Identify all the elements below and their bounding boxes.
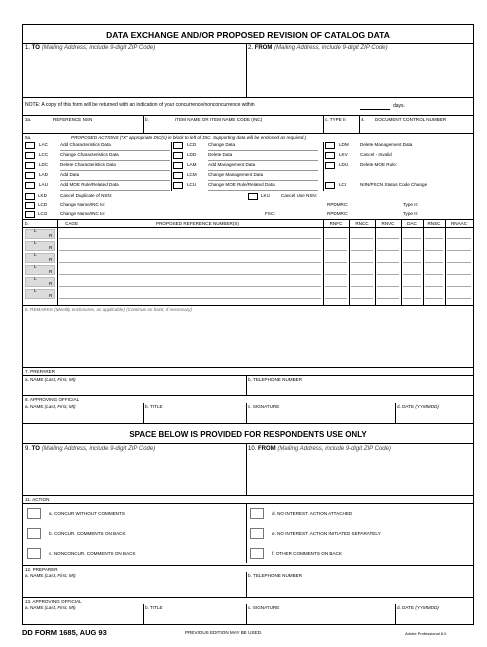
dic-code: LCM (187, 172, 197, 177)
ref-code-field[interactable] (425, 241, 443, 251)
dic-label: Delete Management Data (360, 142, 413, 147)
dic-label: Change MOE Rule/Related Data (208, 182, 275, 187)
reference-nsn-label: REFERENCE NSN (53, 117, 93, 122)
dic-checkbox[interactable] (173, 152, 183, 159)
ref-r-label: R (49, 257, 53, 262)
ref-code-field[interactable] (425, 289, 443, 299)
ref-code-field[interactable] (325, 229, 347, 239)
dic-checkbox[interactable] (173, 142, 183, 149)
from-address-field[interactable] (248, 54, 470, 94)
remarks-label: 6. REMARKS (Identify enclosures, as applicable) (Continue on back, if necessary) (25, 307, 193, 312)
dic-code: LAD (39, 172, 48, 177)
type-ii-label: c. TYPE II (325, 117, 346, 122)
ref-code-field[interactable] (325, 241, 347, 251)
action-checkbox[interactable] (27, 508, 41, 519)
action-checkbox[interactable] (250, 508, 264, 519)
ref-code-field[interactable] (325, 253, 347, 263)
days-field[interactable] (360, 109, 390, 110)
ref-l-label: L (34, 228, 37, 233)
action-checkbox[interactable] (27, 528, 41, 539)
dic-label: Delete MOE Rule: (360, 162, 398, 167)
ref-code-field[interactable] (351, 241, 373, 251)
lkd-checkbox[interactable] (25, 193, 35, 200)
ref-code-field[interactable] (377, 289, 399, 299)
ref-code-field[interactable] (425, 229, 443, 239)
ref-code-field[interactable] (377, 241, 399, 251)
ref-code-field[interactable] (403, 241, 421, 251)
ref-col-header: RNVC (381, 221, 395, 226)
action-label: f. OTHER COMMENTS ON BACK (272, 551, 342, 556)
dic-code: LDU (339, 162, 349, 167)
dic-checkbox[interactable] (173, 162, 183, 169)
ref-code-field[interactable] (377, 229, 399, 239)
dic-code: LCI (339, 182, 347, 187)
action-checkbox[interactable] (27, 548, 41, 559)
ref-code-field[interactable] (425, 277, 443, 287)
dic-code: LAM (187, 162, 197, 167)
remarks-field[interactable] (25, 315, 471, 365)
dic-checkbox[interactable] (25, 162, 35, 169)
action-checkbox[interactable] (250, 548, 264, 559)
ref-col-header: RNFC (329, 221, 343, 226)
action-label: b. CONCUR. COMMENTS ON BACK (49, 531, 126, 536)
dic-checkbox[interactable] (25, 142, 35, 149)
ref-r-label: R (49, 233, 53, 238)
dic-checkbox[interactable] (173, 172, 183, 179)
respondents-header: SPACE BELOW IS PROVIDED FOR RESPONDENTS USE ONLY (129, 430, 367, 439)
dic-label: Change Management Data (208, 172, 264, 177)
ref-code-field[interactable] (377, 277, 399, 287)
ref-col-header: RNSC (427, 221, 441, 226)
ref-l-label: L (34, 264, 37, 269)
dic-label: Change Characteristics Data (60, 152, 119, 157)
dic-label: Delete Data (208, 152, 233, 157)
dic-checkbox[interactable] (173, 182, 183, 189)
dic-label: Cancel - Invalid (360, 152, 392, 157)
dic-code: LCD (187, 142, 197, 147)
ref-number-field[interactable] (59, 229, 321, 239)
dic-label: Delete Characteristics Data (60, 162, 116, 167)
actions-header: PROPOSED ACTIONS ("X" appropriate DIC(s) in block to left of DIC. Supporting data will be enclosed as required.) (71, 135, 307, 140)
dic-checkbox[interactable] (25, 152, 35, 159)
to9-address-field[interactable] (25, 455, 244, 493)
ref-number-field[interactable] (59, 241, 321, 251)
dic-label: Add Management Data (208, 162, 256, 167)
ref-number-field[interactable] (59, 253, 321, 263)
ref-code-field[interactable] (351, 229, 373, 239)
from-label: 2. FROM (Mailing Address, include 9-digit ZIP Code) (248, 45, 388, 51)
to-label: 1. TO (Mailing Address, include 9-digit ZIP Code) (25, 45, 156, 51)
dic-code: LAU (39, 182, 48, 187)
ref-code-field[interactable] (403, 277, 421, 287)
ref-code-field[interactable] (325, 265, 347, 275)
lcd-name-checkbox[interactable] (25, 202, 35, 209)
note-text: NOTE: A copy of this form will be returned with an indication of your concurrence/nonconcurrence within (25, 102, 255, 108)
ref-code-field[interactable] (447, 229, 471, 239)
dic-label: Add MOE Rule/Related Data (60, 182, 119, 187)
ref-r-label: R (49, 281, 53, 286)
dic-code: LCU (187, 182, 197, 187)
ref-l-label: L (34, 276, 37, 281)
ref-code-field[interactable] (377, 253, 399, 263)
item-name-label: ITEM NAME OR ITEM NAME CODE (INC) (175, 117, 263, 122)
dic-code: LKV (339, 152, 348, 157)
ref-r-label: R (49, 245, 53, 250)
ref-number-field[interactable] (59, 289, 321, 299)
previous-edition-note: PREVIOUS EDITION MAY BE USED. (185, 630, 263, 635)
ref-code-field[interactable] (351, 289, 373, 299)
action-label: a. CONCUR WITHOUT COMMENTS (49, 511, 125, 516)
action-label: d. NO INTEREST. ACTION ATTACHED (272, 511, 353, 516)
action-checkbox[interactable] (250, 528, 264, 539)
lcg-checkbox[interactable] (25, 211, 35, 218)
dic-checkbox[interactable] (325, 162, 335, 169)
form-title: DATA EXCHANGE AND/OR PROPOSED REVISION OF CATALOG DATA (106, 30, 390, 40)
ref-code-field[interactable] (447, 253, 471, 263)
form-number: DD FORM 1685, AUG 93 (22, 628, 107, 637)
ref-col-header: DAC (407, 221, 417, 226)
ref-number-field[interactable] (59, 277, 321, 287)
ref-code-field[interactable] (351, 253, 373, 263)
ref-code-field[interactable] (447, 265, 471, 275)
ref-code-field[interactable] (447, 289, 471, 299)
dic-code: LDC (39, 162, 49, 167)
ref-code-field[interactable] (351, 265, 373, 275)
dic-checkbox[interactable] (25, 182, 35, 189)
ref-l-label: L (34, 240, 37, 245)
adobe-note: Adobe Professional 8.0 (405, 631, 447, 636)
dic-checkbox[interactable] (325, 152, 335, 159)
dic-code: LAC (39, 142, 48, 147)
ref-code-field[interactable] (325, 289, 347, 299)
ref-r-label: R (49, 293, 53, 298)
ref-code-field[interactable] (425, 253, 443, 263)
action-label: c. NONCONCUR. COMMENTS ON BACK (49, 551, 136, 556)
cage-header: CAGE (65, 221, 79, 226)
document-control-number-label: DOCUMENT CONTROL NUMBER (375, 117, 447, 122)
dic-checkbox[interactable] (325, 142, 335, 149)
ref-code-field[interactable] (403, 229, 421, 239)
proposed-ref-header: PROPOSED REFERENCE NUMBER(S) (156, 221, 239, 226)
dic-label: Add Characteristics Data (60, 142, 111, 147)
dic-code: LDD (187, 152, 197, 157)
ref-r-label: R (49, 269, 53, 274)
dic-label: Add Data (60, 172, 80, 177)
ref-col-header: RNAAC (450, 221, 468, 226)
ref-code-field[interactable] (403, 289, 421, 299)
ref-code-field[interactable] (447, 241, 471, 251)
form-page: DATA EXCHANGE AND/OR PROPOSED REVISION OF CATALOG DATA 1. TO (Mailing Address, include 9-digit ZIP Code) 2. FROM (Mailing Address, include 9-digit ZIP Code) NOTE: A copy of this form will be returned with an indication of your concurrence/nonconcurrence within days. 3a. REFERENCE NSN b. ITEM NAME OR ITEM NAME CODE (INC) c. TYPE II 4. DOCUMENT CONTROL NUMBER 5a. PROPOSED ACTIONS ("X" appropriate DIC(s) in block to left of DIC. Supporting data will be enclosed as required.) LAC Add Characteristics Data LCC Change Characteristics Data LDC Delete Characteristics Data LAD Add Data LAU Add MOE Rule/Related Data LCD Change Data LDD Delete Data LAM Add Management Data LCM Change Management Data LCU Change MOE Rule/Related Data LDM Delete Management Data LKV Cancel - Invalid LDU Delete MOE Rule: LCI NIIN/PSCN Status Code Change LKD Cancel Duplicate of NSN: LKU Cancel Use NSN: LCD Change Name/INC to: RPDMRC: Type II: LCG Change Name/INC to: FSC: RPDMRC: Type II: b. CAGE PROPOSED REFERENCE NUMBER(S) RNFC RNCC RNVC DAC RNSC RNAAC L R L R L R L R L R L R 6. REMARKS (Identify enclosures, as applicable) (Continue on back, if necessary) 7. PREPARER a. NAME (Last, First, MI) b. TELEPHONE NUMBER 8. APPROVING OFFICIAL a. NAME (Last, First, MI) b. TITLE c. SIGNATURE d. DATE (YYMMDD) SPACE BELOW IS PROVIDED FOR RESPONDENTS USE ONLY 9. TO (Mailing Address, include 9-digit ZIP Code) 10. FROM (Mailing Address, include 9-digit ZIP Code) 11. ACTION a. CONCUR WITHOUT COMMENTS d. NO INTEREST. ACTION ATTACHED b. CONCUR. COMMENTS ON BACK e. NO INTEREST. ACTION INITIATED SEPARATELY c. NONCONCUR. COMMENTS ON BACK f. OTHER COMMENTS ON BACK 12. PREPARER a. NAME (Last, First, MI) b. TELEPHONE NUMBER 13. APPROVING OFFICIAL a. NAME (Last, First, MI) b. TITLE c. SIGNATURE d. DATE (YYMMDD) (22, 24, 474, 625)
ref-code-field[interactable] (351, 277, 373, 287)
ref-code-field[interactable] (403, 265, 421, 275)
ref-code-field[interactable] (377, 265, 399, 275)
dic-checkbox[interactable] (325, 182, 335, 189)
dic-checkbox[interactable] (25, 172, 35, 179)
from10-address-field[interactable] (248, 455, 470, 493)
dic-label: Change Data (208, 142, 236, 147)
dic-code: LCC (39, 152, 49, 157)
lku-checkbox[interactable] (248, 193, 258, 200)
to-address-field[interactable] (25, 54, 244, 94)
days-label: days. (393, 103, 405, 109)
ref-code-field[interactable] (447, 277, 471, 287)
ref-col-header: RNCC (355, 221, 369, 226)
ref-code-field[interactable] (325, 277, 347, 287)
dic-code: LDM (339, 142, 349, 147)
ref-code-field[interactable] (403, 253, 421, 263)
ref-l-label: L (34, 288, 37, 293)
ref-code-field[interactable] (425, 265, 443, 275)
dic-label: NIIN/PSCN Status Code Change (360, 182, 428, 187)
ref-l-label: L (34, 252, 37, 257)
action-label: e. NO INTEREST. ACTION INITIATED SEPARATELY (272, 531, 381, 536)
ref-number-field[interactable] (59, 265, 321, 275)
